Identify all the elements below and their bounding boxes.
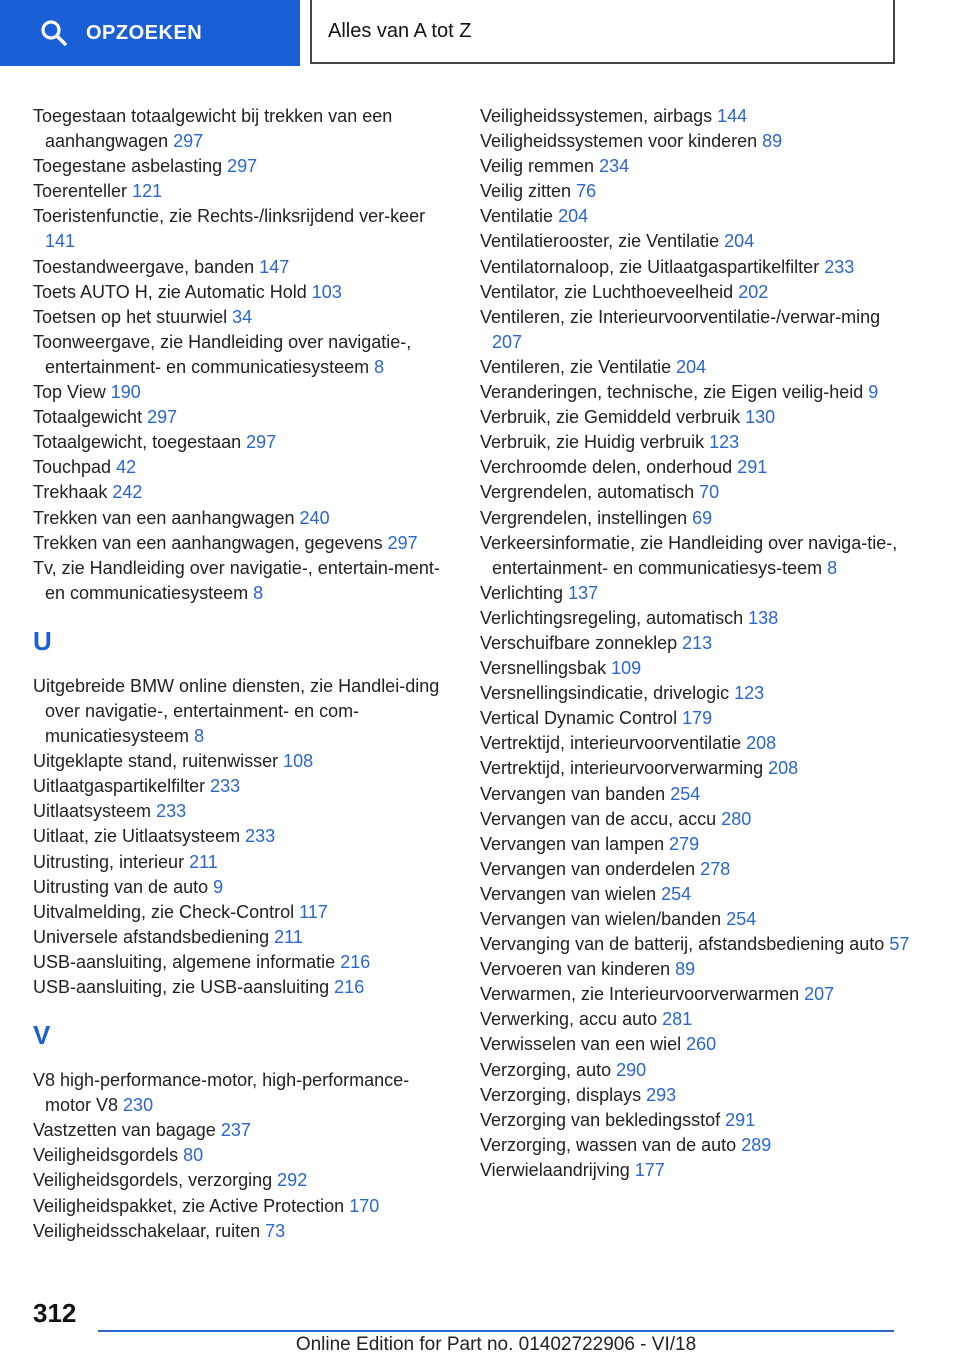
index-entry (33, 900, 453, 925)
index-entry (480, 656, 910, 681)
search-icon (40, 19, 68, 47)
index-entry (480, 430, 910, 455)
footer-rule (98, 1330, 894, 1332)
index-entry (480, 355, 910, 380)
page-reference-link[interactable]: 297 (246, 432, 277, 453)
page-reference-link[interactable]: 293 (646, 1084, 677, 1105)
page-reference-link[interactable]: 147 (259, 256, 290, 277)
index-entry (33, 950, 453, 975)
index-entry-term: Uitgeklapte stand, ruitenwisser (33, 751, 279, 772)
page-reference-link[interactable]: 8 (827, 557, 838, 578)
index-entry (480, 506, 910, 531)
index-entry (33, 204, 453, 254)
index-entry-term: Vertrektijd, interieurvoorverwarming (480, 758, 764, 779)
page-reference-link[interactable]: 202 (738, 281, 769, 302)
page-number: 312 (33, 1298, 77, 1328)
index-entry-term: Vertrektijd, interieurvoorventilatie (480, 733, 742, 754)
index-entry-term: Veranderingen, technische, zie Eigen veilig-heid (480, 382, 864, 403)
index-entry-term: Toegestane asbelasting (33, 156, 223, 177)
page-reference-link[interactable]: 80 (183, 1145, 204, 1166)
page-reference-link[interactable]: 216 (334, 977, 365, 997)
index-entry-term: Verbruik, zie Huidig verbruik (480, 432, 705, 453)
page-reference-link[interactable]: 233 (156, 801, 187, 822)
page-reference-link[interactable]: 204 (676, 356, 707, 377)
index-entry-term: Verzorging, displays (480, 1084, 642, 1105)
index-entry-term: Toegestaan totaalgewicht bij trekken van een aanhangwagen (33, 106, 393, 152)
page-reference-link[interactable]: 242 (112, 482, 143, 503)
index-entry-term: Vervangen van banden (480, 783, 666, 804)
index-entry-term: Verwarmen, zie Interieurvoorverwarmen (480, 984, 800, 1005)
index-entry-term: Uitrusting, interieur (33, 851, 185, 872)
page-reference-link[interactable]: 240 (299, 507, 330, 528)
index-entry (480, 280, 910, 305)
page-reference-link[interactable]: 281 (662, 1009, 693, 1030)
index-entry (480, 932, 910, 957)
index-entry (480, 179, 910, 204)
index-entry (480, 756, 910, 781)
index-entry (33, 280, 453, 305)
index-entry-term: Ventilatornaloop, zie Uitlaatgaspartikelfilter (480, 256, 820, 277)
index-entry-term: Touchpad (33, 457, 112, 478)
index-entry-term: Vierwielaandrijving (480, 1159, 630, 1180)
index-entry-term: Top View (33, 382, 106, 403)
page-reference-link[interactable]: 211 (189, 851, 218, 872)
index-entry-term: Trekken van een aanhangwagen, gegevens (33, 532, 383, 553)
page-reference-link[interactable]: 280 (721, 808, 752, 829)
index-entry-term: Veiligheidsgordels, verzorging (33, 1170, 273, 1191)
index-entry-term: Veiligheidsschakelaar, ruiten (33, 1220, 261, 1241)
index-entry (480, 882, 910, 907)
page-reference-link[interactable]: 279 (669, 833, 700, 854)
index-entry (33, 531, 453, 556)
index-entry (480, 204, 910, 229)
index-entry (33, 556, 453, 606)
index-entry (33, 430, 453, 455)
index-entry (480, 807, 910, 832)
index-entry (33, 1168, 453, 1193)
index-entry (33, 850, 453, 875)
index-column-right (480, 104, 910, 1183)
index-entry (480, 832, 910, 857)
index-entry-term: USB-aansluiting, zie USB-aansluiting (33, 977, 330, 997)
index-entry (480, 405, 910, 430)
index-entry-term: Veiligheidssystemen voor kinderen (480, 131, 758, 152)
page-reference-link[interactable]: 144 (717, 106, 748, 126)
index-entry-term: Veiligheidspakket, zie Active Protection (33, 1195, 345, 1216)
page-reference-link[interactable]: 254 (670, 783, 701, 804)
index-entry (480, 782, 910, 807)
index-entry-term: Verlichtingsregeling, automatisch (480, 607, 744, 628)
index-entry (480, 229, 910, 254)
index-entry (480, 1108, 910, 1133)
index-entry (480, 305, 910, 355)
index-entry-term: Verzorging, auto (480, 1059, 612, 1080)
index-entry (33, 799, 453, 824)
index-entry-term: Vervangen van wielen (480, 883, 657, 904)
page-reference-link[interactable]: 108 (283, 751, 314, 772)
index-entry-term: Toeristenfunctie, zie Rechts-/linksrijdend ver-keer (33, 206, 426, 227)
index-entry-term: Uitgebreide BMW online diensten, zie Handlei-ding over navigatie-, entertainment- en com-municatiesysteem (33, 675, 440, 747)
page-reference-link[interactable]: 141 (45, 231, 76, 252)
page-reference-link[interactable]: 289 (741, 1134, 772, 1155)
page-reference-link[interactable]: 204 (724, 231, 755, 252)
page-reference-link[interactable]: 213 (682, 632, 713, 653)
index-entry (33, 824, 453, 849)
index-entry (33, 506, 453, 531)
page-reference-link[interactable]: 260 (686, 1034, 717, 1055)
page-reference-link[interactable]: 254 (726, 909, 757, 929)
page-reference-link[interactable]: 233 (210, 776, 241, 797)
index-entry-term: Versnellingsindicatie, drivelogic (480, 683, 730, 704)
page-reference-link[interactable]: 42 (116, 457, 137, 478)
page-reference-link[interactable]: 208 (768, 758, 799, 779)
edition-footer-text: Online Edition for Part no. 01402722906 - VI/18 (295, 1334, 697, 1355)
index-entry-term: Vertical Dynamic Control (480, 708, 678, 729)
index-entry (480, 606, 910, 631)
index-entry (480, 129, 910, 154)
index-entry-term: Veilig remmen (480, 156, 595, 177)
index-entry-term: Totaalgewicht, toegestaan (33, 432, 242, 453)
page-reference-link[interactable]: 207 (492, 331, 523, 352)
index-entry-term: Tv, zie Handleiding over navigatie-, entertain-ment- en communicatiesysteem (33, 557, 440, 603)
index-entry-term: Ventilatierooster, zie Ventilatie (480, 231, 720, 252)
index-entry-term: Vervangen van onderdelen (480, 858, 696, 879)
index-entry-term: Veilig zitten (480, 181, 572, 202)
page-reference-link[interactable]: 297 (147, 407, 178, 428)
page-reference-link[interactable]: 233 (824, 256, 855, 277)
top-navigation-bar (0, 0, 960, 66)
page-reference-link[interactable]: 8 (194, 726, 205, 747)
page-reference-link[interactable]: 137 (568, 582, 599, 603)
index-entry (33, 1068, 453, 1118)
page-reference-link[interactable]: 290 (616, 1059, 647, 1080)
index-entry (33, 774, 453, 799)
index-entry (33, 104, 453, 154)
index-entry (480, 857, 910, 882)
index-entry-term: V8 high-performance-motor, high-performance-motor V8 (33, 1070, 410, 1116)
index-entry-term: Vervangen van wielen/banden (480, 909, 722, 929)
index-entry (33, 925, 453, 950)
page-reference-link[interactable]: 230 (123, 1095, 154, 1116)
page-reference-link[interactable]: 121 (132, 181, 163, 202)
index-entry-term: Vervanging van de batterij, afstandsbediening auto (480, 934, 885, 955)
index-entry (33, 749, 453, 774)
index-entry-term: Toonweergave, zie Handleiding over navigatie-, entertainment- en communicatiesysteem (33, 331, 412, 377)
index-entry-term: Trekhaak (33, 482, 108, 503)
page-reference-link[interactable]: 170 (349, 1195, 380, 1216)
page-reference-link[interactable]: 89 (762, 131, 783, 152)
index-entry (480, 1007, 910, 1032)
page-reference-link[interactable]: 177 (634, 1159, 665, 1180)
index-entry (480, 581, 910, 606)
index-entry (480, 1158, 910, 1183)
index-entry-term: Ventileren, zie Ventilatie (480, 356, 672, 377)
index-entry (33, 1143, 453, 1168)
index-entry (480, 1058, 910, 1083)
index-entry-term: Vervangen van de accu, accu (480, 808, 717, 829)
index-entry-term: Uitvalmelding, zie Check-Control (33, 901, 295, 922)
index-entry-term: Veiligheidssystemen, airbags (480, 106, 713, 126)
page-reference-link[interactable]: 190 (110, 382, 141, 403)
index-entry (480, 531, 910, 581)
page-reference-link[interactable]: 138 (748, 607, 779, 628)
index-entry-term: Toets AUTO H, zie Automatic Hold (33, 281, 307, 302)
index-entry-term: Verkeersinformatie, zie Handleiding over naviga-tie-, entertainment- en communicatiesys-teem (480, 532, 898, 578)
index-entry-term: USB-aansluiting, algemene informatie (33, 951, 336, 972)
page-reference-link[interactable]: 216 (340, 951, 371, 972)
index-entry-term: Vergrendelen, instellingen (480, 507, 688, 528)
a-to-z-tab-label: Alles van A tot Z (328, 19, 472, 42)
index-entry-term: Vergrendelen, automatisch (480, 482, 695, 503)
index-entry-term: Verschuifbare zonneklep (480, 632, 678, 653)
index-entry-term: Ventileren, zie Interieurvoorventilatie-/verwar-ming (480, 306, 881, 327)
index-entry (480, 731, 910, 756)
page-reference-link[interactable]: 8 (374, 356, 385, 377)
index-entry-term: Totaalgewicht (33, 407, 143, 428)
page-reference-link[interactable]: 70 (699, 482, 720, 503)
page-reference-link[interactable]: 73 (265, 1220, 286, 1241)
index-entry (33, 305, 453, 330)
page-reference-link[interactable]: 254 (661, 883, 692, 904)
index-entry (33, 480, 453, 505)
page-reference-link[interactable]: 130 (745, 407, 776, 428)
index-entry (480, 957, 910, 982)
page-reference-link[interactable]: 237 (220, 1120, 251, 1141)
index-entry-term: Ventilator, zie Luchthoeveelheid (480, 281, 734, 302)
index-entry-term: Toestandweergave, banden (33, 256, 255, 277)
page-reference-link[interactable]: 34 (232, 306, 253, 327)
index-entry-term: Verzorging, wassen van de auto (480, 1134, 737, 1155)
page-reference-link[interactable]: 207 (804, 984, 835, 1005)
page-reference-link[interactable]: 103 (311, 281, 342, 302)
index-entry-term: Uitlaat, zie Uitlaatsysteem (33, 826, 241, 847)
index-entry (33, 1118, 453, 1143)
page-reference-link[interactable]: 208 (746, 733, 777, 754)
page-reference-link[interactable]: 297 (227, 156, 258, 177)
a-to-z-index-tab[interactable] (310, 0, 895, 64)
index-entry-term: Uitrusting van de auto (33, 876, 209, 897)
search-button-label: OPZOEKEN (86, 21, 203, 44)
index-entry (33, 405, 453, 430)
page-reference-link[interactable]: 76 (576, 181, 597, 202)
index-entry (480, 681, 910, 706)
page-reference-link[interactable]: 297 (387, 532, 418, 553)
page-reference-link[interactable]: 117 (299, 901, 328, 922)
page-reference-link[interactable]: 204 (558, 206, 589, 227)
index-entry (480, 104, 910, 129)
index-entry-term: Uitlaatgaspartikelfilter (33, 776, 206, 797)
page-reference-link[interactable]: 57 (889, 934, 910, 955)
index-entry (33, 674, 453, 749)
page-reference-link[interactable]: 234 (599, 156, 630, 177)
index-entry (33, 330, 453, 380)
index-entry (480, 1032, 910, 1057)
page-reference-link[interactable]: 9 (868, 382, 879, 403)
index-entry-term: Uitlaatsysteem (33, 801, 152, 822)
index-entry (480, 1083, 910, 1108)
index-section-letter: V (33, 1020, 51, 1051)
index-entry (33, 1194, 453, 1219)
index-entry (33, 875, 453, 900)
index-entry-term: Verbruik, zie Gemiddeld verbruik (480, 407, 741, 428)
index-entry (480, 907, 910, 932)
index-entry-term: Verchroomde delen, onderhoud (480, 457, 733, 478)
index-entry-term: Verzorging van bekledingsstof (480, 1109, 721, 1130)
index-entry-term: Verwerking, accu auto (480, 1009, 658, 1030)
index-entry (480, 480, 910, 505)
index-entry (480, 255, 910, 280)
search-button[interactable] (0, 0, 300, 66)
page-reference-link[interactable]: 9 (213, 876, 224, 897)
page-reference-link[interactable]: 292 (277, 1170, 308, 1191)
page-reference-link[interactable]: 89 (675, 959, 696, 980)
page-reference-link[interactable]: 8 (253, 582, 264, 603)
index-entry (480, 455, 910, 480)
index-entry (480, 1133, 910, 1158)
page-reference-link[interactable]: 297 (173, 131, 204, 152)
page-reference-link[interactable]: 123 (709, 432, 740, 453)
index-section-letter: U (33, 625, 52, 656)
index-entry (480, 380, 910, 405)
index-entry (480, 706, 910, 731)
index-entry-term: Vervoeren van kinderen (480, 959, 671, 980)
index-entry (33, 455, 453, 480)
index-entry (33, 975, 453, 1000)
index-entry-term: Toerenteller (33, 181, 128, 202)
page-reference-link[interactable]: 179 (682, 708, 713, 729)
page-reference-link[interactable]: 69 (692, 507, 713, 528)
page-reference-link[interactable]: 233 (245, 826, 276, 847)
index-entry-term: Vervangen van lampen (480, 833, 665, 854)
page-reference-link[interactable]: 109 (611, 658, 642, 679)
page-reference-link[interactable]: 291 (725, 1109, 756, 1130)
page-reference-link[interactable]: 291 (737, 457, 768, 478)
index-entry-term: Universele afstandsbediening (33, 926, 270, 947)
index-entry-term: Veiligheidsgordels (33, 1145, 179, 1166)
index-entry (33, 154, 453, 179)
index-entry-term: Versnellingsbak (480, 658, 607, 679)
page-reference-link[interactable]: 278 (700, 858, 731, 879)
index-entry-term: Ventilatie (480, 206, 554, 227)
index-entry (480, 982, 910, 1007)
index-entry (33, 1219, 453, 1244)
index-entry-term: Verlichting (480, 582, 564, 603)
index-entry-term: Toetsen op het stuurwiel (33, 306, 228, 327)
index-entry (33, 255, 453, 280)
index-entry-term: Trekken van een aanhangwagen (33, 507, 295, 528)
index-entry (33, 380, 453, 405)
index-entry-term: Vastzetten van bagage (33, 1120, 216, 1141)
index-entry (33, 179, 453, 204)
page-reference-link[interactable]: 211 (274, 926, 303, 947)
index-entry-term: Verwisselen van een wiel (480, 1034, 682, 1055)
index-entry (480, 154, 910, 179)
index-column-left (33, 104, 453, 1244)
page-reference-link[interactable]: 123 (734, 683, 765, 704)
index-entry (480, 631, 910, 656)
